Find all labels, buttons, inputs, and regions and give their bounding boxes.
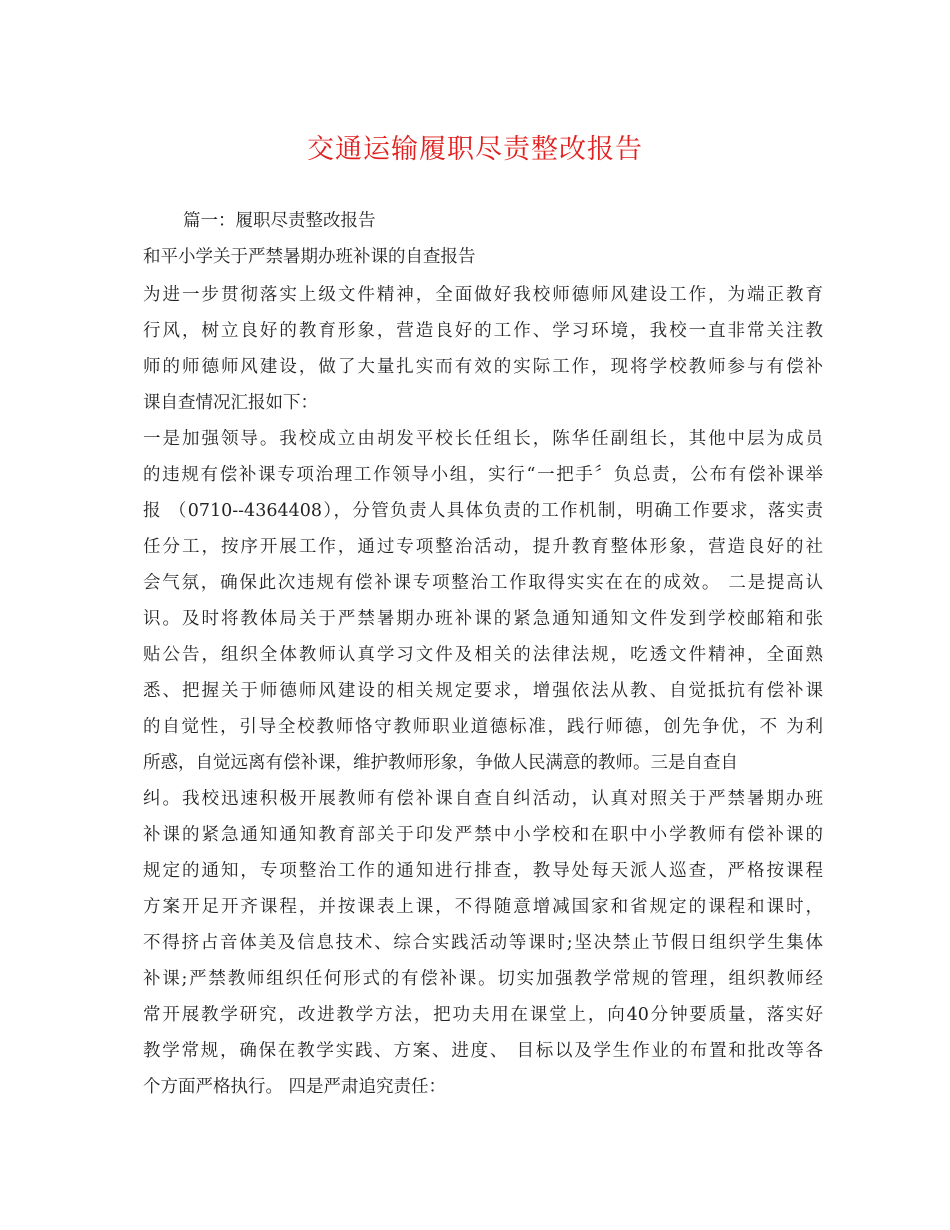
body-line: 规定的通知，专项整治工作的通知进行排查，教导处每天派人巡查，严格按课程	[143, 861, 823, 881]
body-line: 的违规有偿补课专项治理工作领导小组，实行“一把手〞负总责，公布有偿补课举	[143, 465, 823, 485]
body-line: 报 （0710--4364408），分管负责人具体负责的工作机制，明确工作要求，落实责	[143, 501, 823, 521]
body-line: 纠。我校迅速积极开展教师有偿补课自查自纠活动，认真对照关于严禁暑期办班	[143, 789, 823, 809]
body-line: 任分工，按序开展工作，通过专项整治活动，提升教育整体形象，营造良好的社	[143, 537, 823, 557]
body-line: 一是加强领导。我校成立由胡发平校长任组长，陈华任副组长，其他中层为成员	[143, 429, 823, 449]
body-line: 补课的紧急通知通知教育部关于印发严禁中小学校和在职中小学教师有偿补课的	[143, 825, 823, 845]
document-title: 交通运输履职尽责整改报告	[307, 134, 643, 165]
body-line: 师的师德师风建设，做了大量扎实而有效的实际工作，现将学校教师参与有偿补	[143, 357, 823, 377]
body-line: 常开展教学研究，改进教学方法，把功夫用在课堂上，向40分钟要质量，落实好	[143, 1005, 823, 1025]
body-line: 补课;严禁教师组织任何形式的有偿补课。切实加强教学常规的管理，组织教师经	[143, 969, 823, 989]
body-line: 教学常规，确保在教学实践、方案、进度、 目标以及学生作业的布置和批改等各	[143, 1041, 823, 1061]
section-heading: 篇一：履职尽责整改报告	[183, 211, 376, 231]
report-subtitle: 和平小学关于严禁暑期办班补课的自查报告	[143, 247, 476, 267]
body-line: 的自觉性，引导全校教师恪守教师职业道德标准，践行师德，创先争优，不 为利	[143, 717, 823, 737]
body-line: 不得挤占音体美及信息技术、综合实践活动等课时;坚决禁止节假日组织学生集体	[143, 933, 823, 953]
body-line: 方案开足开齐课程，并按课表上课，不得随意增减国家和省规定的课程和课时，	[143, 897, 823, 917]
body-line: 所惑，自觉远离有偿补课，维护教师形象，争做人民满意的教师。三是自查自	[143, 753, 738, 773]
body-line: 会气氛，确保此次违规有偿补课专项整治工作取得实实在在的成效。 二是提高认	[143, 573, 823, 593]
body-line: 个方面严格执行。 四是严肃追究责任：	[143, 1077, 447, 1097]
body-line: 悉、把握关于师德师风建设的相关规定要求，增强依法从教、自觉抵抗有偿补课	[143, 681, 823, 701]
body-line: 行风，树立良好的教育形象，营造良好的工作、学习环境，我校一直非常关注教	[143, 321, 823, 341]
body-line: 贴公告，组织全体教师认真学习文件及相关的法律法规，吃透文件精神，全面熟	[143, 645, 823, 665]
body-line: 为进一步贯彻落实上级文件精神，全面做好我校师德师风建设工作，为端正教育	[143, 285, 823, 305]
body-line: 识。及时将教体局关于严禁暑期办班补课的紧急通知通知文件发到学校邮箱和张	[143, 609, 823, 629]
body-line: 课自查情况汇报如下：	[143, 393, 318, 413]
